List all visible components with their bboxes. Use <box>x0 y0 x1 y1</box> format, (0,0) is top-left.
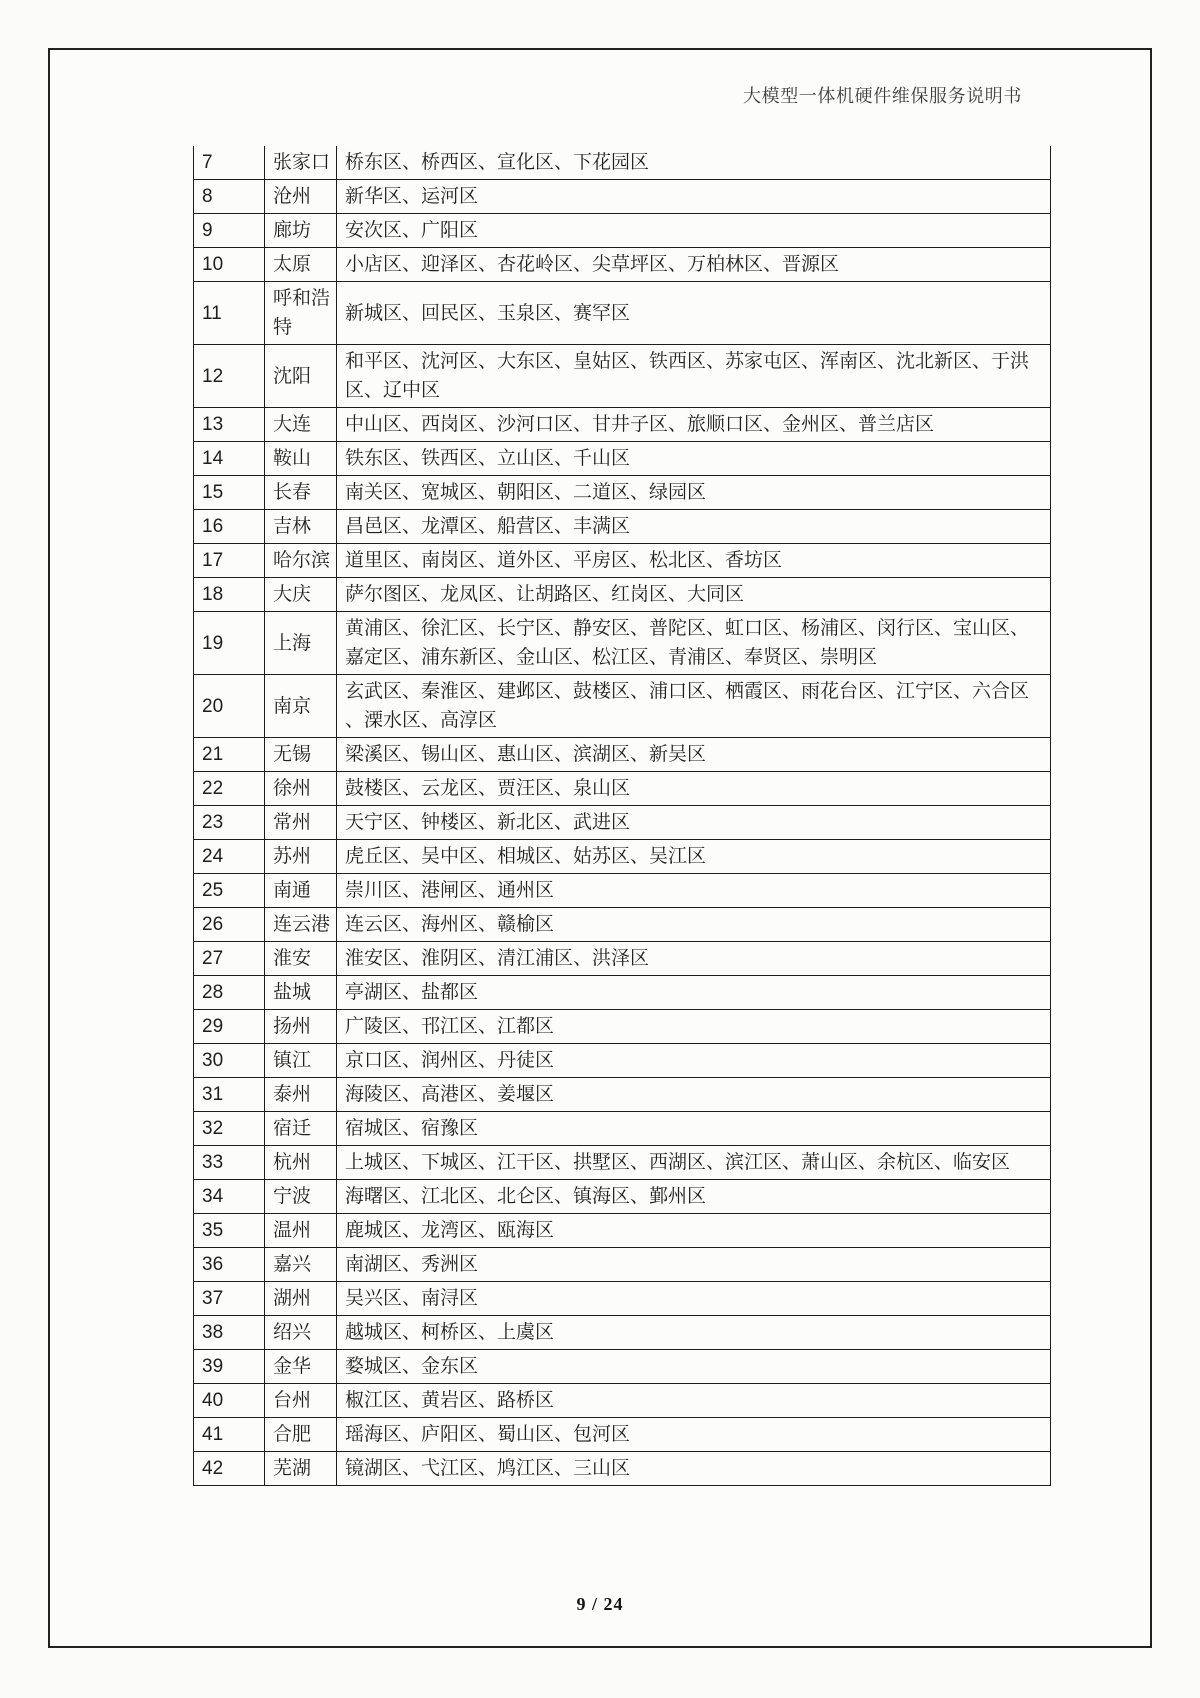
table-row <box>194 248 1051 282</box>
cell-districts: 昌邑区、龙潭区、船营区、丰满区 <box>337 510 1051 544</box>
cell-city: 镇江 <box>265 1044 337 1078</box>
cell-city: 台州 <box>265 1384 337 1418</box>
table-row <box>194 442 1051 476</box>
cell-districts: 淮安区、淮阴区、清江浦区、洪泽区 <box>337 942 1051 976</box>
table-row <box>194 1112 1051 1146</box>
cell-no: 19 <box>194 612 265 675</box>
cell-city: 芜湖 <box>265 1452 337 1486</box>
cell-no: 25 <box>194 874 265 908</box>
cell-no: 38 <box>194 1316 265 1350</box>
table-row <box>194 1316 1051 1350</box>
cell-no: 10 <box>194 248 265 282</box>
cell-no: 35 <box>194 1214 265 1248</box>
cell-no: 39 <box>194 1350 265 1384</box>
cell-districts: 铁东区、铁西区、立山区、千山区 <box>337 442 1051 476</box>
cell-city: 苏州 <box>265 840 337 874</box>
cell-districts: 崇川区、港闸区、通州区 <box>337 874 1051 908</box>
cell-districts: 镜湖区、弋江区、鸠江区、三山区 <box>337 1452 1051 1486</box>
cell-city: 淮安 <box>265 942 337 976</box>
cell-city: 徐州 <box>265 772 337 806</box>
cell-districts: 小店区、迎泽区、杏花岭区、尖草坪区、万柏林区、晋源区 <box>337 248 1051 282</box>
cell-districts: 和平区、沈河区、大东区、皇姑区、铁西区、苏家屯区、浑南区、沈北新区、于洪区、辽中区 <box>337 345 1051 408</box>
table-row <box>194 578 1051 612</box>
table-row <box>194 1384 1051 1418</box>
table-row <box>194 282 1051 345</box>
cell-no: 21 <box>194 738 265 772</box>
cell-no: 31 <box>194 1078 265 1112</box>
cell-no: 27 <box>194 942 265 976</box>
cell-no: 37 <box>194 1282 265 1316</box>
cell-districts: 南关区、宽城区、朝阳区、二道区、绿园区 <box>337 476 1051 510</box>
cell-city: 合肥 <box>265 1418 337 1452</box>
cell-districts: 鼓楼区、云龙区、贾汪区、泉山区 <box>337 772 1051 806</box>
cell-city: 太原 <box>265 248 337 282</box>
table-row <box>194 942 1051 976</box>
cell-districts: 虎丘区、吴中区、相城区、姑苏区、吴江区 <box>337 840 1051 874</box>
page-border-frame <box>48 48 1152 1648</box>
cell-city: 大庆 <box>265 578 337 612</box>
table-row <box>194 146 1051 180</box>
cell-city: 连云港 <box>265 908 337 942</box>
cell-city: 扬州 <box>265 1010 337 1044</box>
cell-no: 23 <box>194 806 265 840</box>
cell-districts: 梁溪区、锡山区、惠山区、滨湖区、新吴区 <box>337 738 1051 772</box>
cell-districts: 安次区、广阳区 <box>337 214 1051 248</box>
table-row <box>194 1180 1051 1214</box>
cell-districts: 椒江区、黄岩区、路桥区 <box>337 1384 1051 1418</box>
cell-no: 17 <box>194 544 265 578</box>
cell-districts: 鹿城区、龙湾区、瓯海区 <box>337 1214 1051 1248</box>
cell-no: 15 <box>194 476 265 510</box>
cell-city: 上海 <box>265 612 337 675</box>
cell-no: 22 <box>194 772 265 806</box>
cell-no: 20 <box>194 675 265 738</box>
cell-no: 16 <box>194 510 265 544</box>
cell-districts: 萨尔图区、龙凤区、让胡路区、红岗区、大同区 <box>337 578 1051 612</box>
table-row <box>194 1214 1051 1248</box>
cell-city: 无锡 <box>265 738 337 772</box>
cell-districts: 新城区、回民区、玉泉区、赛罕区 <box>337 282 1051 345</box>
table-row <box>194 1418 1051 1452</box>
cell-districts: 海曙区、江北区、北仑区、镇海区、鄞州区 <box>337 1180 1051 1214</box>
cell-city: 泰州 <box>265 1078 337 1112</box>
cell-districts: 南湖区、秀洲区 <box>337 1248 1051 1282</box>
cell-city: 沈阳 <box>265 345 337 408</box>
cell-districts: 天宁区、钟楼区、新北区、武进区 <box>337 806 1051 840</box>
cell-no: 29 <box>194 1010 265 1044</box>
cell-city: 湖州 <box>265 1282 337 1316</box>
table-row <box>194 1282 1051 1316</box>
cell-districts: 桥东区、桥西区、宣化区、下花园区 <box>337 146 1051 180</box>
table-row <box>194 544 1051 578</box>
table-row <box>194 1078 1051 1112</box>
cell-city: 南京 <box>265 675 337 738</box>
cell-districts: 黄浦区、徐汇区、长宁区、静安区、普陀区、虹口区、杨浦区、闵行区、宝山区、嘉定区、浦东新区、金山区、松江区、青浦区、奉贤区、崇明区 <box>337 612 1051 675</box>
cell-districts: 中山区、西岗区、沙河口区、甘井子区、旅顺口区、金州区、普兰店区 <box>337 408 1051 442</box>
table-row <box>194 1010 1051 1044</box>
cell-city: 嘉兴 <box>265 1248 337 1282</box>
cell-districts: 亭湖区、盐都区 <box>337 976 1051 1010</box>
cell-no: 26 <box>194 908 265 942</box>
cell-city: 呼和浩特 <box>265 282 337 345</box>
cell-city: 鞍山 <box>265 442 337 476</box>
cell-city: 绍兴 <box>265 1316 337 1350</box>
table-row <box>194 1044 1051 1078</box>
table-row <box>194 510 1051 544</box>
cell-districts: 道里区、南岗区、道外区、平房区、松北区、香坊区 <box>337 544 1051 578</box>
cell-city: 盐城 <box>265 976 337 1010</box>
cell-districts: 上城区、下城区、江干区、拱墅区、西湖区、滨江区、萧山区、余杭区、临安区 <box>337 1146 1051 1180</box>
cell-no: 8 <box>194 180 265 214</box>
table-row <box>194 840 1051 874</box>
cell-no: 9 <box>194 214 265 248</box>
cell-districts: 婺城区、金东区 <box>337 1350 1051 1384</box>
cell-city: 常州 <box>265 806 337 840</box>
cell-no: 34 <box>194 1180 265 1214</box>
cell-districts: 宿城区、宿豫区 <box>337 1112 1051 1146</box>
cell-city: 金华 <box>265 1350 337 1384</box>
cell-districts: 新华区、运河区 <box>337 180 1051 214</box>
table-row <box>194 214 1051 248</box>
cell-city: 哈尔滨 <box>265 544 337 578</box>
page-number: 9 / 24 <box>576 1594 624 1614</box>
table-row <box>194 1248 1051 1282</box>
table-body <box>194 146 1051 1486</box>
cell-no: 41 <box>194 1418 265 1452</box>
table-row <box>194 612 1051 675</box>
table-row <box>194 806 1051 840</box>
cell-city: 沧州 <box>265 180 337 214</box>
cell-districts: 连云区、海州区、赣榆区 <box>337 908 1051 942</box>
cell-no: 36 <box>194 1248 265 1282</box>
table-row <box>194 408 1051 442</box>
cell-districts: 玄武区、秦淮区、建邺区、鼓楼区、浦口区、栖霞区、雨花台区、江宁区、六合区、溧水区、高淳区 <box>337 675 1051 738</box>
table-row <box>194 772 1051 806</box>
cell-city: 吉林 <box>265 510 337 544</box>
table-row <box>194 1146 1051 1180</box>
cell-no: 24 <box>194 840 265 874</box>
cell-city: 大连 <box>265 408 337 442</box>
cell-city: 杭州 <box>265 1146 337 1180</box>
cell-no: 18 <box>194 578 265 612</box>
cell-districts: 京口区、润州区、丹徒区 <box>337 1044 1051 1078</box>
table-row <box>194 345 1051 408</box>
cell-no: 30 <box>194 1044 265 1078</box>
cell-districts: 吴兴区、南浔区 <box>337 1282 1051 1316</box>
cell-districts: 越城区、柯桥区、上虞区 <box>337 1316 1051 1350</box>
cell-districts: 瑶海区、庐阳区、蜀山区、包河区 <box>337 1418 1051 1452</box>
table-row <box>194 874 1051 908</box>
cell-city: 宿迁 <box>265 1112 337 1146</box>
cell-city: 长春 <box>265 476 337 510</box>
cell-city: 南通 <box>265 874 337 908</box>
cell-city: 温州 <box>265 1214 337 1248</box>
table-row <box>194 908 1051 942</box>
table-row <box>194 1452 1051 1486</box>
cell-city: 宁波 <box>265 1180 337 1214</box>
cell-no: 28 <box>194 976 265 1010</box>
cell-no: 14 <box>194 442 265 476</box>
cell-districts: 海陵区、高港区、姜堰区 <box>337 1078 1051 1112</box>
table-row <box>194 1350 1051 1384</box>
cell-no: 12 <box>194 345 265 408</box>
table-row <box>194 180 1051 214</box>
cell-city: 张家口 <box>265 146 337 180</box>
cell-no: 11 <box>194 282 265 345</box>
page-header-title: 大模型一体机硬件维保服务说明书 <box>743 86 1022 106</box>
cell-no: 7 <box>194 146 265 180</box>
table-row <box>194 476 1051 510</box>
cell-no: 42 <box>194 1452 265 1486</box>
cell-districts: 广陵区、邗江区、江都区 <box>337 1010 1051 1044</box>
table-row <box>194 675 1051 738</box>
table-row <box>194 976 1051 1010</box>
city-districts-table <box>193 146 1051 1486</box>
cell-no: 33 <box>194 1146 265 1180</box>
table-row <box>194 738 1051 772</box>
cell-no: 32 <box>194 1112 265 1146</box>
cell-city: 廊坊 <box>265 214 337 248</box>
cell-no: 40 <box>194 1384 265 1418</box>
cell-no: 13 <box>194 408 265 442</box>
